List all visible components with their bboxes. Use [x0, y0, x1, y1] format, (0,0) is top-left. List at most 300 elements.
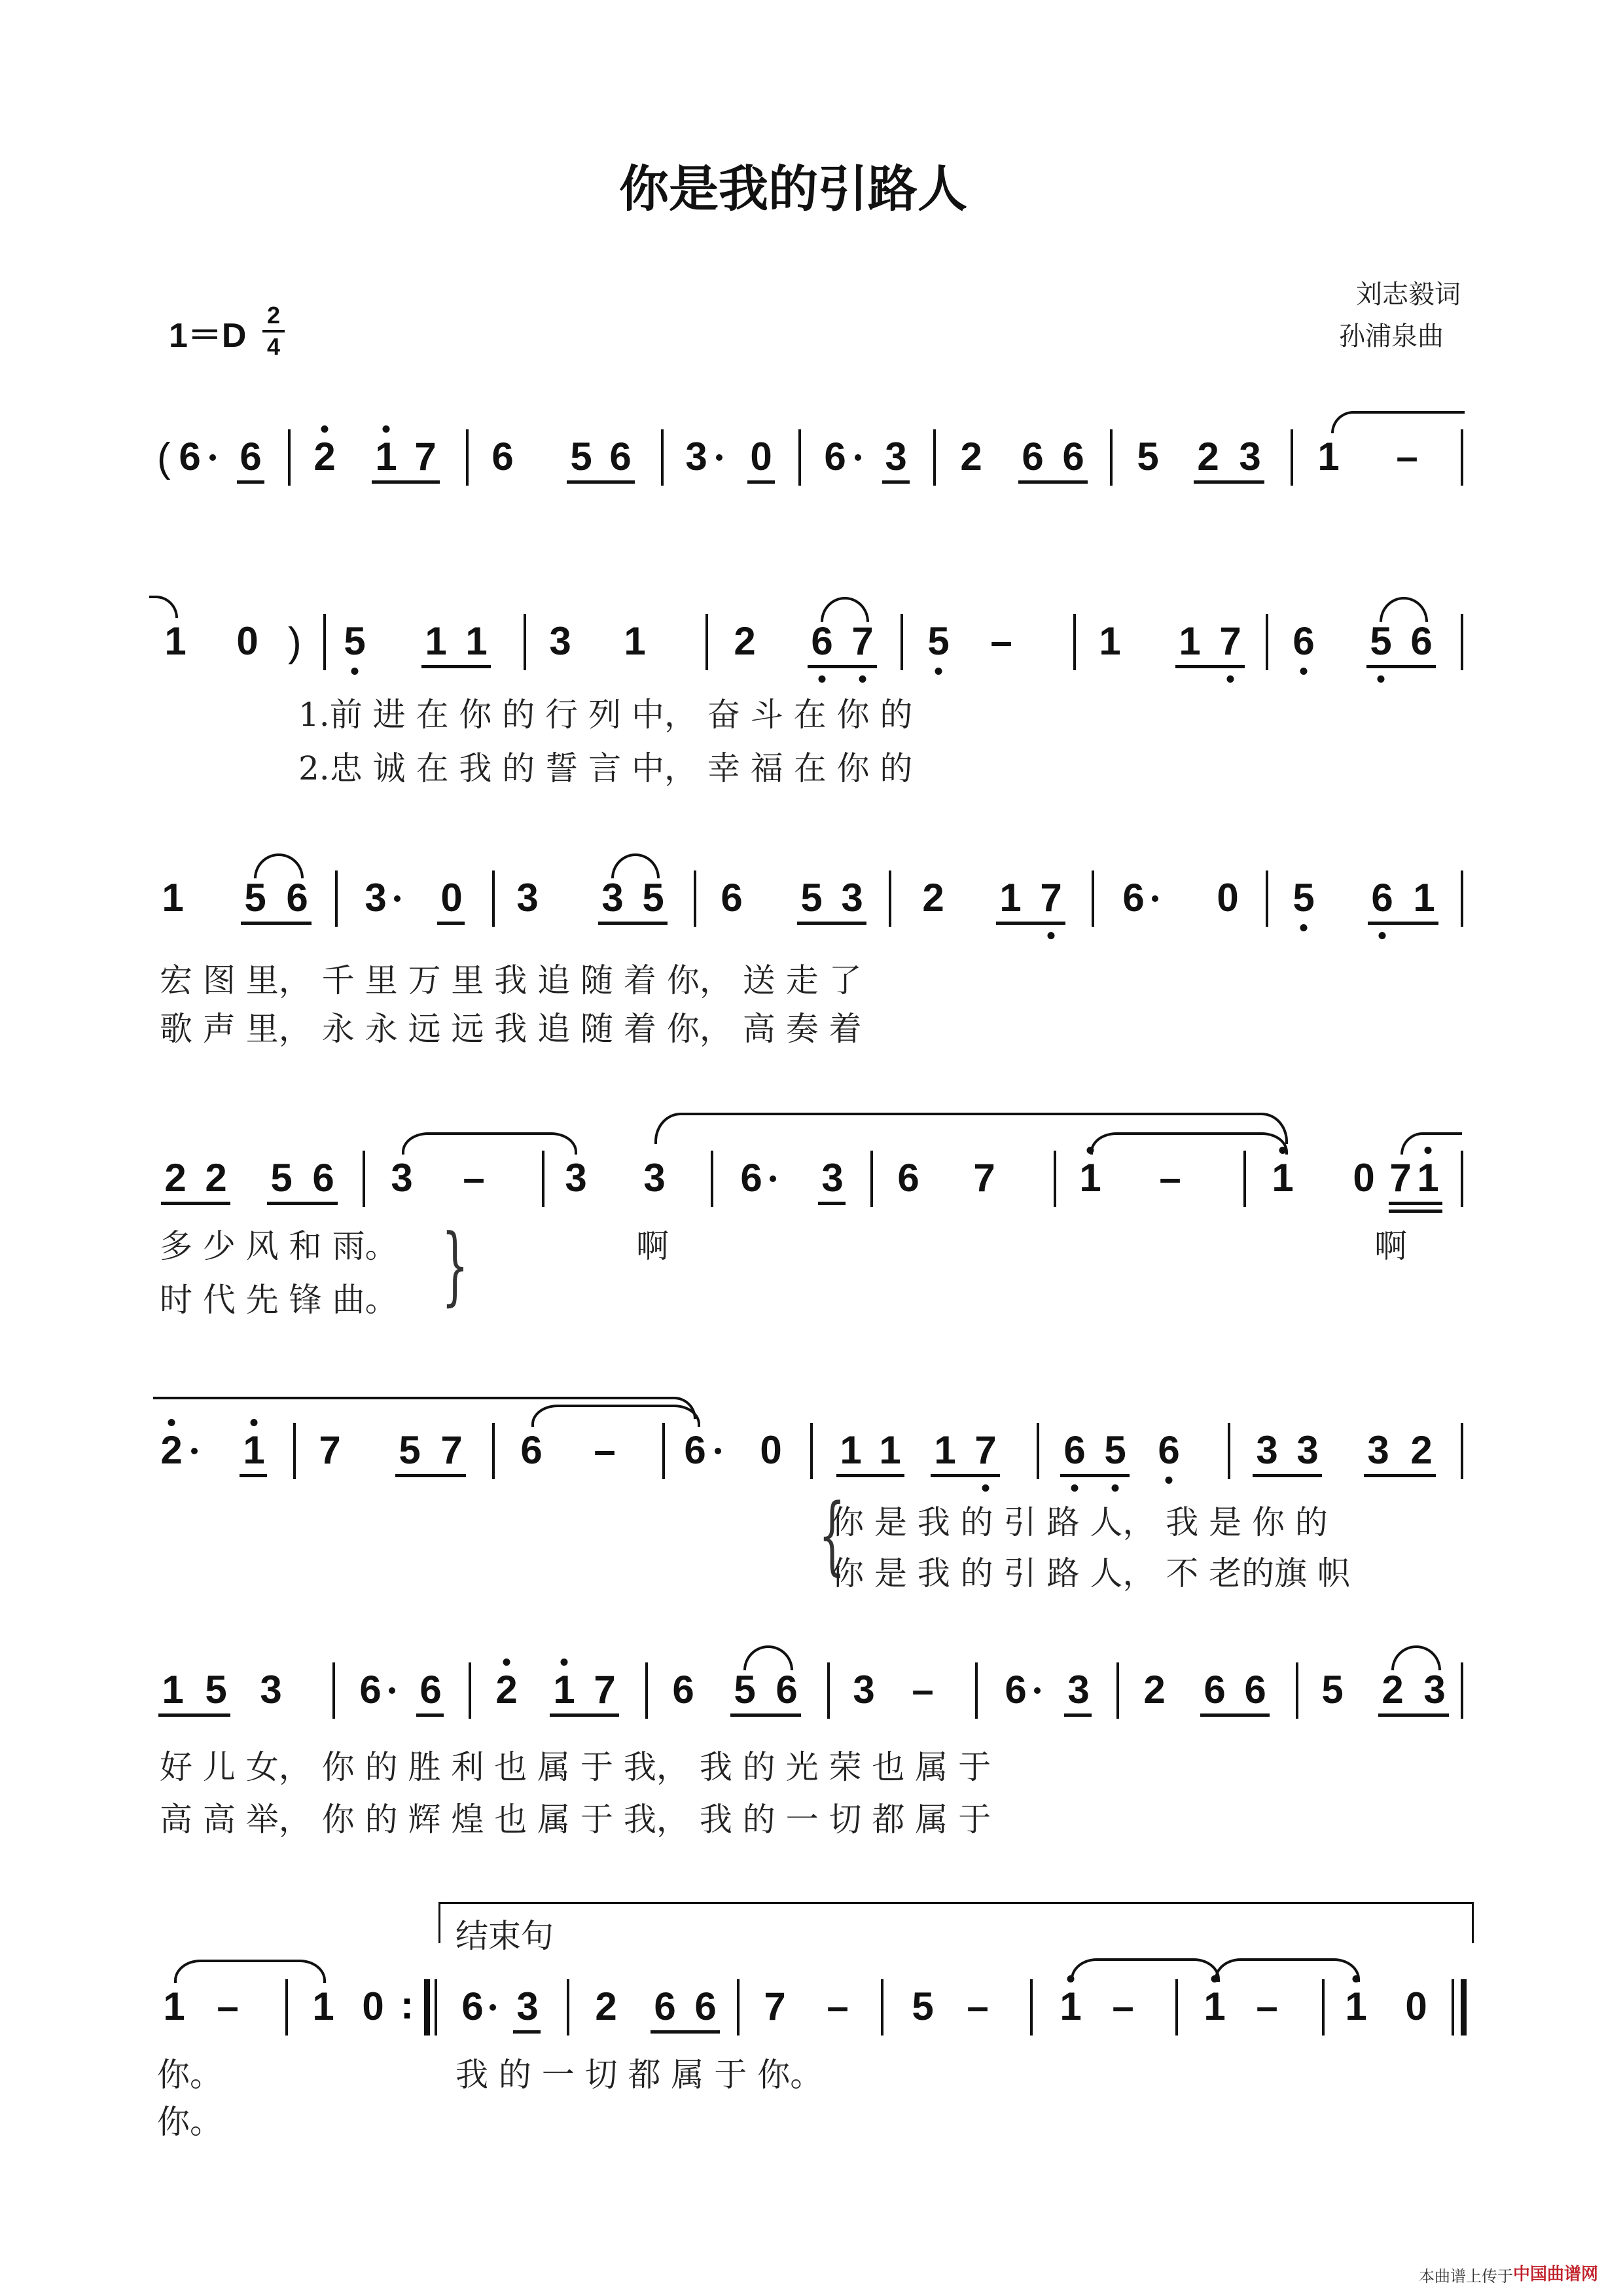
duration-underline [237, 480, 264, 484]
note-glyph: 3 [885, 435, 907, 478]
note-glyph: 6 [776, 1668, 798, 1712]
barline [288, 429, 291, 486]
lyrics-row-4-verse-1: 多 少 风 和 雨。 [160, 1227, 398, 1265]
note-glyph: 5 [1321, 1668, 1344, 1712]
note-glyph: 0 [1217, 876, 1239, 920]
duration-underline [1378, 1713, 1449, 1717]
note-glyph: 6 [1062, 435, 1084, 478]
duration-underline [240, 1474, 267, 1477]
octave-dot [859, 675, 866, 683]
duration-underline [158, 1713, 230, 1717]
note-glyph: 2 [595, 1984, 617, 2028]
octave-dot [1071, 1484, 1079, 1492]
lyrics-row-3-verse-2: 歌 声 里， 永 永 远 远 我 追 随 着 你， 高 奏 着 [160, 1010, 862, 1048]
note-glyph: 2 [1410, 1428, 1433, 1472]
lyrics-row-7-repeat: 你。 [157, 2056, 223, 2094]
note-glyph: 1 [1204, 1984, 1226, 2028]
note-glyph: 7 [440, 1428, 463, 1472]
lyrics-row-5-verse-2: 你 是 我 的 引 路 人， 不 老的旗 帜 [831, 1554, 1351, 1592]
barline [435, 1979, 437, 2036]
note-glyph: 6 [609, 435, 632, 478]
note-glyph: 6 [740, 1156, 762, 1200]
slur-tie [821, 597, 869, 622]
slur-tie [1380, 597, 1428, 622]
barline [1092, 870, 1094, 927]
note-glyph: 6 [1063, 1428, 1086, 1472]
note-glyph: 5 [399, 1428, 421, 1472]
ending-bracket [438, 1902, 1474, 1943]
note-glyph: – [1159, 1156, 1181, 1200]
note-glyph: 0 [236, 619, 259, 663]
note-glyph: 5 [570, 435, 592, 478]
augmentation-dot [715, 1448, 721, 1454]
barline [1461, 614, 1463, 670]
note-glyph: 6 [179, 435, 201, 478]
note-glyph: 6 [694, 1984, 717, 2028]
octave-dot [561, 1659, 568, 1666]
note-glyph: 6 [1293, 619, 1315, 663]
note-glyph: 1 [163, 1984, 185, 2028]
note-glyph: 1 [465, 619, 488, 663]
barline [881, 1979, 883, 2036]
barline [1030, 1979, 1033, 2036]
augmentation-dot [490, 2004, 496, 2011]
note-glyph: 2 [1382, 1668, 1404, 1712]
note-glyph: 1 [879, 1428, 901, 1472]
note-glyph: 2 [160, 1428, 183, 1472]
slur-tie [149, 596, 178, 618]
slur-tie [531, 1405, 700, 1427]
barline [332, 1662, 335, 1719]
note-glyph: 7 [764, 1984, 786, 2028]
lyricist-credit: 刘志毅词 [1356, 279, 1461, 310]
duration-underline [730, 1713, 801, 1717]
note-glyph: 1 [425, 619, 447, 663]
barline [661, 429, 664, 486]
staff-row-5 [0, 1428, 1623, 1529]
slur-tie [402, 1132, 577, 1155]
note-glyph: 5 [912, 1984, 934, 2028]
note-glyph: 1 [624, 619, 646, 663]
duration-underline [1364, 1474, 1436, 1477]
octave-dot [1112, 1484, 1119, 1492]
note-glyph: 0 [440, 876, 463, 920]
note-glyph: 6 [1005, 1668, 1027, 1712]
lyrics-row-7-ending: 我 的 一 切 都 属 于 你。 [455, 2056, 823, 2094]
octave-dot [1300, 668, 1308, 675]
note-glyph: 1 [999, 876, 1022, 920]
octave-dot [935, 668, 942, 675]
time-signature-bottom: 4 [266, 333, 281, 360]
note-glyph: 6 [1122, 876, 1145, 920]
note-glyph: 0 [760, 1428, 782, 1472]
note-glyph: 3 [391, 1156, 413, 1200]
note-glyph: 1 [1317, 435, 1340, 478]
note-glyph: 5 [1370, 619, 1392, 663]
note-glyph: 3 [260, 1668, 282, 1712]
duration-underline [513, 2030, 541, 2034]
octave-dot [1227, 675, 1234, 683]
note-glyph: 5 [344, 619, 366, 663]
octave-dot [1379, 932, 1386, 939]
note-glyph: 1 [1099, 619, 1121, 663]
note-glyph: 0 [750, 435, 772, 478]
lyrics-row-4-verse-2: 时 代 先 锋 曲。 [160, 1281, 398, 1319]
note-glyph: 6 [1244, 1668, 1266, 1712]
note-glyph: 7 [851, 619, 874, 663]
note-glyph: 6 [286, 876, 308, 920]
lyrics-row-8-repeat: 你。 [157, 2103, 223, 2141]
barline [662, 1423, 665, 1479]
slur-tie [1215, 1958, 1360, 1982]
note-glyph: 6 [461, 1984, 484, 2028]
note-glyph: 3 [365, 876, 387, 920]
duration-underline [747, 480, 775, 484]
note-glyph: 1 [164, 619, 187, 663]
octave-dot [1048, 932, 1055, 939]
augmentation-dot [855, 454, 861, 461]
barline [1175, 1979, 1178, 2036]
key-signature: 1＝D [169, 317, 247, 355]
lyrics-row-6-verse-1: 好 儿 女， 你 的 胜 利 也 属 于 我， 我 的 光 荣 也 属 于 [160, 1748, 991, 1786]
time-signature-top: 2 [266, 302, 281, 329]
note-glyph: 3 [1067, 1668, 1090, 1712]
barline [285, 1979, 288, 2036]
note-glyph: 7 [414, 435, 437, 478]
octave-dot [503, 1659, 510, 1666]
barline [492, 870, 495, 927]
note-glyph: 2 [495, 1668, 518, 1712]
note-glyph: – [1256, 1984, 1278, 2028]
note-glyph: 6 [684, 1428, 706, 1472]
lyrics-row-6-verse-2: 高 高 举， 你 的 辉 煌 也 属 于 我， 我 的 一 切 都 属 于 [160, 1801, 991, 1839]
slur-tie [1331, 411, 1465, 433]
note-glyph: 2 [313, 435, 336, 478]
note-glyph: – [463, 1156, 485, 1200]
note-glyph: 6 [1158, 1428, 1180, 1472]
lyrics-row-4-ah-2: 啊 [1374, 1227, 1407, 1265]
note-glyph: 7 [1389, 1156, 1412, 1200]
note-glyph: 2 [1143, 1668, 1166, 1712]
barline [901, 614, 903, 670]
barline [323, 614, 326, 670]
note-glyph: 1 [1079, 1156, 1101, 1200]
duration-underline [395, 1474, 466, 1477]
octave-dot [982, 1484, 990, 1492]
lyrics-row-4-ah-1: 啊 [636, 1227, 669, 1265]
note-glyph: 6 [811, 619, 833, 663]
octave-dot [383, 425, 390, 433]
note-glyph: 5 [642, 876, 664, 920]
lyrics-row-2-verse-2: 2.忠 诚 在 我 的 誓 言 中， 幸 福 在 你 的 [298, 749, 913, 787]
duration-underline [267, 1202, 338, 1205]
barline [705, 614, 708, 670]
note-glyph: 1 [162, 1668, 184, 1712]
barline [1054, 1151, 1056, 1207]
note-glyph: 3 [565, 1156, 587, 1200]
composer-credit: 孙浦泉曲 [1339, 321, 1444, 351]
augmentation-dot [1152, 895, 1158, 902]
note-glyph: 6 [1410, 619, 1433, 663]
slur-tie [1090, 1132, 1288, 1155]
augmentation-dot [770, 1175, 776, 1182]
duration-underline [1368, 922, 1438, 925]
note-glyph: 6 [1204, 1668, 1226, 1712]
octave-dot [251, 1419, 258, 1426]
barline [363, 1151, 365, 1207]
duration-underline [416, 1713, 444, 1717]
note-glyph: 3 [549, 619, 571, 663]
barline [889, 870, 891, 927]
barline [1291, 429, 1293, 486]
barline [827, 1662, 830, 1719]
barline [1461, 870, 1463, 927]
barline [1461, 1662, 1463, 1719]
note-glyph: 3 [685, 435, 707, 478]
barline [1110, 429, 1113, 486]
note-glyph: 6 [1022, 435, 1044, 478]
barline [335, 870, 338, 927]
duration-underline [1064, 1713, 1092, 1717]
octave-dot [168, 1419, 175, 1426]
note-glyph: – [912, 1668, 934, 1712]
note-glyph: 6 [312, 1156, 334, 1200]
duration-underline [1366, 665, 1436, 668]
augmentation-dot [716, 454, 722, 461]
chorus-brace-left: { [818, 1485, 846, 1585]
note-glyph: 0 [362, 1984, 384, 2028]
barline [466, 429, 469, 486]
barline [1037, 1423, 1039, 1479]
augmentation-dot [389, 1687, 395, 1694]
barline [645, 1662, 648, 1719]
barline [798, 429, 801, 486]
duration-underline [1253, 1474, 1322, 1477]
barline [1266, 870, 1268, 927]
octave-dot [819, 675, 826, 683]
barline [1073, 614, 1076, 670]
note-glyph: 7 [973, 1156, 995, 1200]
duration-underline [1060, 1474, 1130, 1477]
duration-underline [931, 1474, 1000, 1477]
note-glyph: 7 [1040, 876, 1062, 920]
barline [567, 1979, 569, 2036]
note-glyph: 3 [1423, 1668, 1446, 1712]
note-glyph: 5 [800, 876, 823, 920]
barline [1322, 1979, 1325, 2036]
duration-underline [161, 1202, 230, 1205]
note-glyph: 1 [243, 1428, 265, 1472]
octave-dot [1353, 1975, 1360, 1982]
note-glyph: 6 [721, 876, 743, 920]
ending-label: 结束句 [455, 1917, 554, 1955]
note-glyph: 1 [1179, 619, 1201, 663]
barline [542, 1151, 544, 1207]
barline [469, 1662, 471, 1719]
barline [424, 1979, 430, 2036]
barline [524, 614, 526, 670]
note-glyph: – [1112, 1984, 1134, 2028]
note-glyph: 5 [1293, 876, 1315, 920]
note-glyph: 1 [553, 1668, 575, 1712]
octave-dot [1300, 924, 1308, 931]
upload-note: 本曲谱上传于 [1419, 2267, 1513, 2286]
note-glyph: 3 [841, 876, 863, 920]
note-glyph: – [1396, 435, 1418, 478]
note-glyph: 3 [853, 1668, 875, 1712]
octave-dot [1378, 675, 1385, 683]
note-glyph: 2 [734, 619, 756, 663]
note-glyph: 6 [359, 1668, 382, 1712]
staff-row-1 [0, 437, 1623, 535]
note-glyph: 5 [244, 876, 266, 920]
note-glyph: 3 [601, 876, 624, 920]
barline [1296, 1662, 1298, 1719]
site-logo: 中国曲谱网 [1513, 2265, 1599, 2284]
note-glyph: 3 [516, 876, 539, 920]
note-glyph: 3 [1367, 1428, 1389, 1472]
note-glyph: – [990, 619, 1012, 663]
duration-underline [1175, 665, 1245, 668]
note-glyph: 1 [1345, 1984, 1367, 2028]
duration-underline [550, 1713, 619, 1717]
octave-dot [351, 668, 359, 675]
duration-underline [882, 480, 910, 484]
slur-tie [611, 853, 660, 878]
note-glyph: 5 [1104, 1428, 1126, 1472]
augmentation-dot [209, 454, 216, 461]
slur-tie [1071, 1958, 1220, 1982]
note-glyph: 7 [1219, 619, 1241, 663]
note-glyph: 6 [654, 1984, 676, 2028]
notation-symbol: : [401, 1983, 414, 2027]
duration-underline [421, 665, 491, 668]
duration-underline [818, 1202, 846, 1205]
lyrics-row-2-verse-1: 1.前 进 在 你 的 行 列 中， 奋 斗 在 你 的 [298, 696, 913, 734]
barline [1461, 1423, 1463, 1479]
duration-underline [797, 922, 866, 925]
slur-tie [743, 1645, 793, 1670]
note-glyph: 6 [240, 435, 262, 478]
note-glyph: – [967, 1984, 989, 2028]
note-glyph: 1 [1413, 876, 1435, 920]
duration-underline [372, 480, 440, 484]
duration-underline [567, 480, 635, 484]
note-glyph: 3 [1296, 1428, 1319, 1472]
barline [492, 1423, 495, 1479]
barline [737, 1979, 740, 2036]
duration-underline [437, 922, 465, 925]
barline [1461, 1979, 1467, 2036]
barline [975, 1662, 978, 1719]
augmentation-dot [191, 1448, 198, 1454]
note-glyph: 5 [270, 1156, 293, 1200]
barline [1452, 1979, 1454, 2036]
note-glyph: 1 [840, 1428, 862, 1472]
barline [933, 429, 936, 486]
note-glyph: 1 [1060, 1984, 1082, 2028]
note-glyph: 3 [821, 1156, 844, 1200]
note-glyph: 2 [164, 1156, 187, 1200]
lyrics-row-3-verse-1: 宏 图 里， 千 里 万 里 我 追 随 着 你， 送 走 了 [160, 961, 862, 999]
note-glyph: 1 [312, 1984, 334, 2028]
duration-underline [1018, 480, 1088, 484]
augmentation-dot [1034, 1687, 1041, 1694]
note-glyph: 3 [643, 1156, 666, 1200]
augmentation-dot [394, 895, 401, 902]
barline [870, 1151, 873, 1207]
note-glyph: 6 [491, 435, 514, 478]
duration-underline [996, 922, 1065, 925]
note-glyph: 5 [734, 1668, 756, 1712]
verse-brace-right: } [441, 1215, 469, 1315]
note-glyph: 1 [934, 1428, 956, 1472]
note-glyph: – [217, 1984, 239, 2028]
note-glyph: 7 [594, 1668, 616, 1712]
note-glyph: 7 [319, 1428, 341, 1472]
note-glyph: 3 [1256, 1428, 1278, 1472]
barline [1243, 1151, 1246, 1207]
note-glyph: 6 [1371, 876, 1393, 920]
lyrics-row-5-verse-1: 你 是 我 的 引 路 人， 我 是 你 的 [831, 1503, 1328, 1541]
note-glyph: – [594, 1428, 616, 1472]
note-glyph: 5 [205, 1668, 227, 1712]
barline [711, 1151, 713, 1207]
note-glyph: 3 [516, 1984, 539, 2028]
duration-underline [836, 1474, 904, 1477]
barline [1266, 614, 1268, 670]
note-glyph: 6 [520, 1428, 543, 1472]
note-glyph: 6 [419, 1668, 442, 1712]
note-glyph: 1 [1417, 1156, 1439, 1200]
barline [694, 870, 696, 927]
octave-dot [1166, 1477, 1173, 1484]
notation-symbol: ) [288, 620, 302, 665]
note-glyph: 1 [162, 876, 184, 920]
octave-dot [321, 425, 329, 433]
note-glyph: 6 [897, 1156, 919, 1200]
slur-tie [1391, 1645, 1441, 1670]
note-glyph: 2 [1197, 435, 1219, 478]
duration-underline [808, 665, 877, 668]
note-glyph: 7 [974, 1428, 997, 1472]
duration-underline [598, 922, 668, 925]
slur-tie [1400, 1132, 1462, 1155]
barline [810, 1423, 813, 1479]
note-glyph: 2 [205, 1156, 227, 1200]
barline [293, 1423, 296, 1479]
note-glyph: 5 [1137, 435, 1159, 478]
duration-underline [651, 2030, 720, 2034]
note-glyph: 0 [1405, 1984, 1427, 2028]
slur-tie [174, 1960, 326, 1983]
notation-symbol: ( [157, 435, 171, 480]
duration-underline [1200, 1713, 1270, 1717]
duration-underline [1389, 1202, 1442, 1205]
note-glyph: 2 [922, 876, 944, 920]
barline [1116, 1662, 1119, 1719]
note-glyph: 2 [960, 435, 982, 478]
note-glyph: 3 [1239, 435, 1261, 478]
note-glyph: 1 [1272, 1156, 1294, 1200]
note-glyph: 5 [927, 619, 950, 663]
time-signature [260, 302, 287, 360]
duration-underline [1389, 1210, 1442, 1213]
duration-underline [241, 922, 312, 925]
duration-underline [1194, 480, 1264, 484]
note-glyph: – [827, 1984, 849, 2028]
barline [1461, 1151, 1463, 1207]
